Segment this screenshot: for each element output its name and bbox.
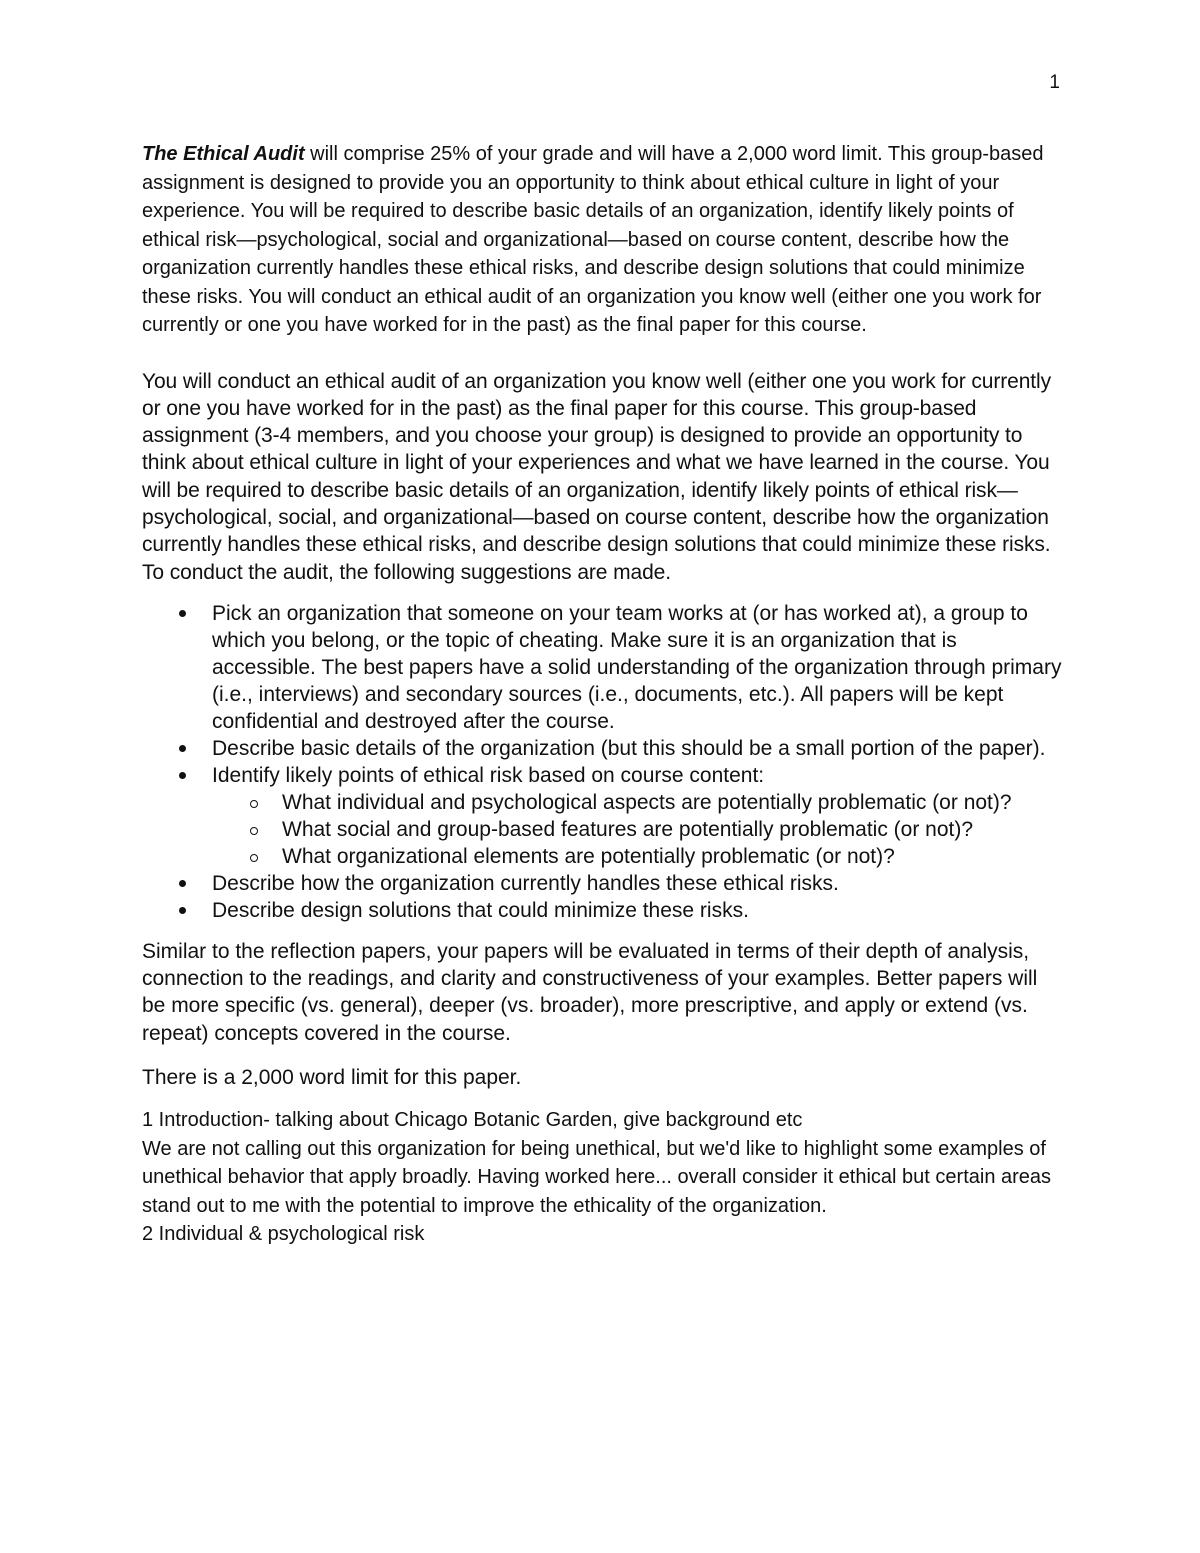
evaluation-paragraph: Similar to the reflection papers, your papers will be evaluated in terms of their depth of analysis, connection to the readings, and clarity and constructiveness of your examples. Better papers will be more specific (vs. general), deeper (vs. broader), more prescriptive, and apply or extend (vs. repeat) concepts covered in the course. xyxy=(142,939,1038,1045)
list-item: Pick an organization that someone on your team works at (or has worked at), a group to which you belong, or the topic of cheating. Make sure it is an organization that is accessible. The best papers have a solid understanding of the organization through primary (i.e., interviews) and secondary sources (i.e., documents, etc.). All papers will be kept confidential and destroyed after the course. xyxy=(142,600,1062,735)
intro-lead: The Ethical Audit xyxy=(142,143,305,165)
sub-list-item: What social and group-based features are potentially problematic (or not)? xyxy=(212,816,1062,843)
draft-notes xyxy=(142,1106,1062,1249)
sub-list-item: What organizational elements are potentially problematic (or not)? xyxy=(212,843,1062,870)
circle-bullet-icon xyxy=(250,827,258,835)
note-risk-heading: 2 Individual & psychological risk xyxy=(142,1223,425,1246)
note-introduction-heading: 1 Introduction- talking about Chicago Botanic Garden, give background etc xyxy=(142,1109,803,1132)
sub-list-item: What individual and psychological aspects are potentially problematic (or not)? xyxy=(212,789,1062,816)
suggestions-list xyxy=(142,600,1062,924)
circle-bullet-icon xyxy=(250,800,258,808)
document-body xyxy=(142,140,1062,1249)
list-item: Identify likely points of ethical risk based on course content: What individual and psychological aspects are potentially problematic (or not)? What social and group-based features are potentially problematic (or not)? What organizational elements are potentially problematic (or not)? xyxy=(142,762,1062,870)
list-item: Describe basic details of the organization (but this should be a small portion of the paper). xyxy=(142,735,1062,762)
bullet-icon xyxy=(179,880,186,887)
word-limit-paragraph: There is a 2,000 word limit for this paper. xyxy=(142,1066,522,1090)
bullet-icon xyxy=(179,745,186,752)
intro-paragraph xyxy=(142,140,1062,340)
bullet-icon xyxy=(179,772,186,779)
page-number: 1 xyxy=(1049,72,1060,93)
risk-sublist xyxy=(212,789,1062,870)
intro-body: will comprise 25% of your grade and will have a 2,000 word limit. This group-based assignment is designed to provide you an opportunity to think about ethical culture in light of your experience. You will be required to describe basic details of an organization, identify likely points of ethical risk—psychological, social and organizational—based on course content, describe how the organization currently handles these ethical risks, and describe design solutions that could minimize these risks. You will conduct an ethical audit of an organization you know well (either one you work for currently or one you have worked for in the past) as the final paper for this course. xyxy=(142,143,1044,336)
list-item: Describe how the organization currently handles these ethical risks. xyxy=(142,870,1062,897)
list-item: Describe design solutions that could minimize these risks. xyxy=(142,897,1062,924)
note-introduction-text: We are not calling out this organization for being unethical, but we'd like to highlight some examples of unethical behavior that apply broadly. Having worked here... overall consider it ethical but certain areas stand out to me with the potential to improve the ethicality of the organization. xyxy=(142,1137,1052,1217)
bullet-icon xyxy=(179,610,186,617)
circle-bullet-icon xyxy=(250,854,258,862)
assignment-paragraph: You will conduct an ethical audit of an organization you know well (either one you work for currently or one you have worked for in the past) as the final paper for this course. This group-based assignment (3-4 members, and you choose your group) is designed to provide an opportunity to think about ethical culture in light of your experiences and what we have learned in the course. You will be required to describe basic details of an organization, identify likely points of ethical risk—psychological, social, and organizational—based on course content, describe how the organization currently handles these ethical risks, and describe design solutions that could minimize these risks. To conduct the audit, the following suggestions are made. xyxy=(142,369,1051,584)
bullet-icon xyxy=(179,907,186,914)
